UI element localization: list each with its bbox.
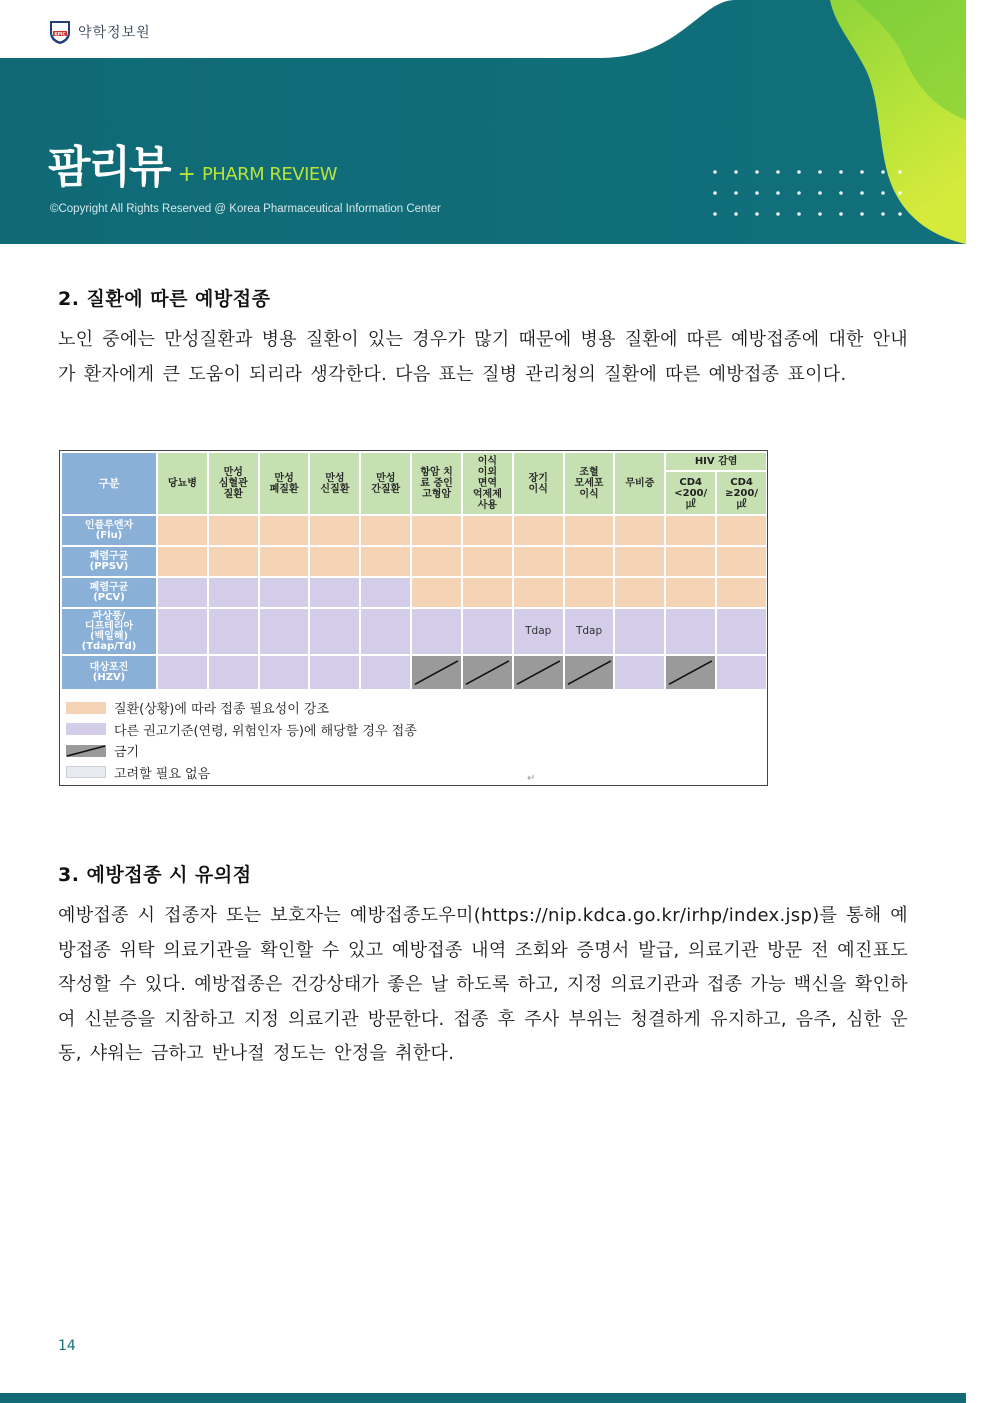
cell-other-criteria: [310, 656, 359, 689]
cell-other-criteria: [310, 609, 359, 654]
cell-contraindicated: [565, 656, 614, 689]
column-header: 만성 신질환: [310, 453, 359, 514]
cell-emphasized: [463, 547, 512, 576]
section-paragraph: 노인 중에는 만성질환과 병용 질환이 있는 경우가 많기 때문에 병용 질환에 따른 예방접종에 대한 안내가 환자에게 큰 도움이 되리라 생각한다. 다음 표는 질병 관리청의 질환에 따른 예방접종 표이다.: [58, 329, 908, 385]
column-header: 만성 간질환: [361, 453, 410, 514]
section-heading: 2. 질환에 따른 예방접종: [58, 288, 271, 310]
cell-other-criteria: [717, 609, 766, 654]
cell-other-criteria: [361, 578, 410, 607]
kpic-shield-icon: [48, 19, 72, 45]
legend-label: 다른 권고기준(연령, 위험인자 등)에 해당할 경우 접종: [114, 723, 417, 739]
cell-emphasized: [158, 547, 207, 576]
cell-emphasized: [565, 516, 614, 545]
cell-contraindicated: [463, 656, 512, 689]
column-header: 무비증: [615, 453, 664, 514]
cell-emphasized: [412, 516, 461, 545]
org-logo[interactable]: [48, 19, 151, 45]
legend-item: [66, 697, 762, 719]
cell-other-criteria: [158, 578, 207, 607]
slash-icon: [463, 658, 512, 687]
slash-icon: [565, 658, 614, 687]
cell-emphasized: [260, 516, 309, 545]
cell-emphasized: [463, 578, 512, 607]
footer-bar: [0, 1393, 966, 1403]
cell-other-criteria: [310, 578, 359, 607]
cell-emphasized: [310, 547, 359, 576]
cell-other-criteria: [158, 656, 207, 689]
table-row: [62, 547, 766, 576]
cell-emphasized: [260, 547, 309, 576]
slash-icon: [66, 745, 106, 757]
cell-other-criteria: [260, 609, 309, 654]
legend-item: [66, 719, 762, 741]
section-vaccination-by-disease: [58, 284, 908, 392]
row-header: 대상포진 (HZV): [62, 656, 156, 689]
cell-contraindicated: [514, 656, 563, 689]
cell-emphasized: [412, 547, 461, 576]
cell-emphasized: [565, 578, 614, 607]
page-number: 14: [58, 1338, 76, 1354]
vaccine-table-figure: [59, 450, 768, 786]
hiv-column-header: CD4 ≥200/ ㎕: [717, 472, 766, 514]
row-header: 폐렴구균 (PPSV): [62, 547, 156, 576]
brand-english: PHARM REVIEW: [201, 164, 338, 185]
cell-other-criteria: [158, 609, 207, 654]
column-header: 만성 심혈관 질환: [209, 453, 258, 514]
cell-emphasized: [514, 547, 563, 576]
row-header: 파상풍/ 디프테리아 (백일해) (Tdap/Td): [62, 609, 156, 654]
column-header: 장기 이식: [514, 453, 563, 514]
legend-label: 고려할 필요 없음: [114, 766, 211, 782]
brand-plus: +: [177, 162, 196, 187]
cell-other-criteria: [209, 609, 258, 654]
legend-swatch-emphasized: [66, 702, 106, 714]
cell-emphasized: [412, 578, 461, 607]
cell-other-criteria: [260, 656, 309, 689]
cell-other-criteria: Tdap: [565, 609, 614, 654]
row-header: 인플루엔자 (Flu): [62, 516, 156, 545]
row-header: 폐렴구균 (PCV): [62, 578, 156, 607]
cell-emphasized: [666, 547, 715, 576]
cell-other-criteria: [615, 609, 664, 654]
cell-emphasized: [514, 578, 563, 607]
column-header: 항암 치 료 중인 고형암: [412, 453, 461, 514]
table-legend: [66, 697, 762, 783]
copyright-notice: ©Copyright All Rights Reserved @ Korea Pharmaceutical Information Center: [50, 203, 441, 215]
slash-icon: [666, 658, 715, 687]
legend-swatch-not-needed: [66, 766, 106, 778]
cell-emphasized: [717, 578, 766, 607]
cell-other-criteria: [463, 609, 512, 654]
org-name: 약학정보원: [78, 25, 151, 41]
section-paragraph: 예방접종 시 접종자 또는 보호자는 예방접종도우미(https://nip.kdca.go.kr/irhp/index.jsp)를 통해 예방접종 위탁 의료기관을 확인할 수 있고 예방접종 내역 조회와 증명서 발급, 의료기관 방문 전 예진표도 작성할 수 있다. 예방접종은 건강상태가 좋은 날 하도록 하고, 지정 의료기관과 접종 가능 백신을 확인하여 신분증을 지참하고 지정 의료기관 방문한다. 접종 후 주사 부위는 청결하게 유지하고, 음주, 심한 운동, 샤워는 금하고 반나절 정도는 안정을 취한다.: [58, 905, 908, 1064]
cell-other-criteria: [260, 578, 309, 607]
cell-emphasized: [615, 516, 664, 545]
cell-other-criteria: [361, 656, 410, 689]
table-row: [62, 516, 766, 545]
cell-emphasized: [615, 578, 664, 607]
cell-emphasized: [361, 516, 410, 545]
cell-emphasized: [717, 547, 766, 576]
table-row: [62, 609, 766, 654]
page-header: [0, 0, 966, 244]
cell-other-criteria: [666, 609, 715, 654]
stray-return-mark: ↵: [527, 773, 536, 784]
brand-title: [48, 142, 337, 194]
cell-contraindicated: [412, 656, 461, 689]
cell-emphasized: [209, 516, 258, 545]
section-vaccination-precautions: [58, 860, 908, 1072]
cell-emphasized: [615, 547, 664, 576]
cell-other-criteria: Tdap: [514, 609, 563, 654]
cell-emphasized: [565, 547, 614, 576]
cell-other-criteria: [209, 578, 258, 607]
column-header: 만성 폐질환: [260, 453, 309, 514]
logo-mark-text: KPIC: [54, 32, 66, 38]
slash-icon: [514, 658, 563, 687]
column-header: 이식 이외 면역 억제제 사용: [463, 453, 512, 514]
hiv-group-header: HIV 감염: [666, 453, 766, 470]
legend-item: [66, 740, 762, 762]
cell-emphasized: [209, 547, 258, 576]
cell-emphasized: [361, 547, 410, 576]
cell-other-criteria: [412, 609, 461, 654]
legend-swatch-contraindicated: [66, 745, 106, 757]
cell-other-criteria: [361, 609, 410, 654]
cell-emphasized: [514, 516, 563, 545]
cell-emphasized: [463, 516, 512, 545]
cell-emphasized: [666, 578, 715, 607]
table-row: [62, 578, 766, 607]
column-header: 조혈 모세포 이식: [565, 453, 614, 514]
legend-label: 금기: [114, 745, 140, 761]
section-heading: 3. 예방접종 시 유의점: [58, 864, 252, 886]
cell-emphasized: [158, 516, 207, 545]
vaccine-table: [60, 451, 768, 691]
cell-emphasized: [666, 516, 715, 545]
cell-other-criteria: [717, 656, 766, 689]
cell-emphasized: [310, 516, 359, 545]
table-row: [62, 656, 766, 689]
cell-other-criteria: [209, 656, 258, 689]
cell-other-criteria: [615, 656, 664, 689]
hiv-column-header: CD4 <200/ ㎕: [666, 472, 715, 514]
brand-korean: 팜리뷰: [48, 142, 170, 193]
column-header: 당뇨병: [158, 453, 207, 514]
legend-swatch-other-criteria: [66, 723, 106, 735]
cell-emphasized: [717, 516, 766, 545]
cell-contraindicated: [666, 656, 715, 689]
table-corner-header: 구분: [62, 453, 156, 514]
slash-icon: [412, 658, 461, 687]
legend-label: 질환(상황)에 따라 접종 필요성이 강조: [114, 702, 330, 718]
legend-item: [66, 762, 762, 784]
